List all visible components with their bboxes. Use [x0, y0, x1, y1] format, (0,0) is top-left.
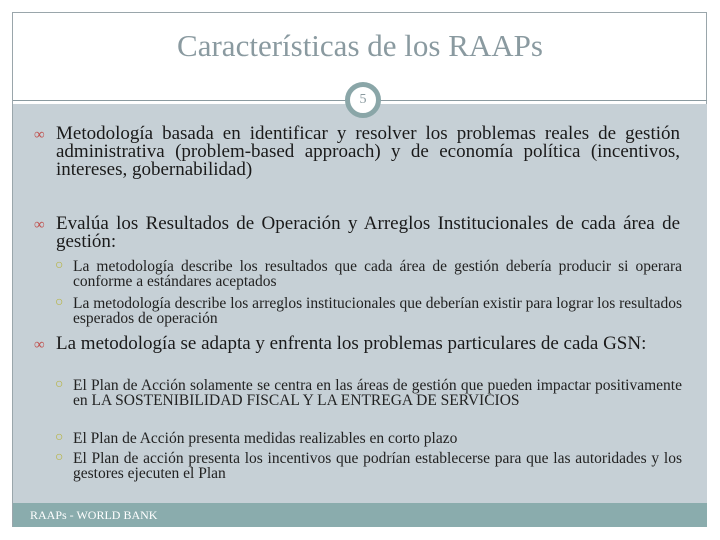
- bullet-icon: ∞: [34, 127, 45, 143]
- sub-bullet: [55, 259, 682, 289]
- bullet-icon: ∞: [34, 337, 45, 353]
- circle-bullet-icon: ○: [55, 377, 64, 392]
- sub-bullet: [55, 296, 682, 326]
- circle-bullet-icon: ○: [55, 430, 64, 445]
- bullet-2: [34, 215, 680, 251]
- circle-bullet-icon: ○: [55, 450, 64, 465]
- circle-bullet-icon: ○: [55, 258, 64, 273]
- sub-bullet-text: El Plan de Acción solamente se centra en las áreas de gestión que pueden impactar positivamente en LA SOSTENIBILIDAD FISCAL Y LA ENTREGA DE SERVICIOS: [73, 377, 682, 409]
- sub-bullet-text: La metodología describe los resultados que cada área de gestión debería producir si operara conforme a estándares aceptados: [73, 258, 682, 290]
- slide-title: Características de los RAAPs: [177, 28, 543, 63]
- bullet-3: [34, 335, 680, 353]
- sub-bullet: [55, 431, 682, 446]
- bullet-text: Metodología basada en identificar y resolver los problemas reales de gestión administrativa (problem-based approach) y de economía política (incentivos, intereses, gobernabilidad): [56, 123, 680, 180]
- circle-bullet-icon: ○: [55, 295, 64, 310]
- sub-bullet-text: El Plan de acción presenta los incentivos que podrían establecerse para que las autoridades y los gestores ejecuten el Plan: [73, 450, 682, 482]
- sub-bullet: [55, 378, 682, 408]
- bullet-1: [34, 125, 680, 179]
- bullet-icon: ∞: [34, 217, 45, 233]
- slide-footer: [13, 503, 707, 527]
- slide-number: 5: [345, 82, 381, 118]
- sub-bullet-text: El Plan de Acción presenta medidas realizables en corto plazo: [73, 430, 458, 447]
- footer-text: RAAPs - WORLD BANK: [30, 508, 158, 522]
- bullet-text: Evalúa los Resultados de Operación y Arreglos Institucionales de cada área de gestión:: [56, 213, 680, 252]
- sub-bullet-text: La metodología describe los arreglos institucionales que deberían existir para lograr los resultados esperados de operación: [73, 295, 682, 327]
- sub-bullet: [55, 451, 682, 481]
- bullet-text: La metodología se adapta y enfrenta los problemas particulares de cada GSN:: [56, 333, 647, 354]
